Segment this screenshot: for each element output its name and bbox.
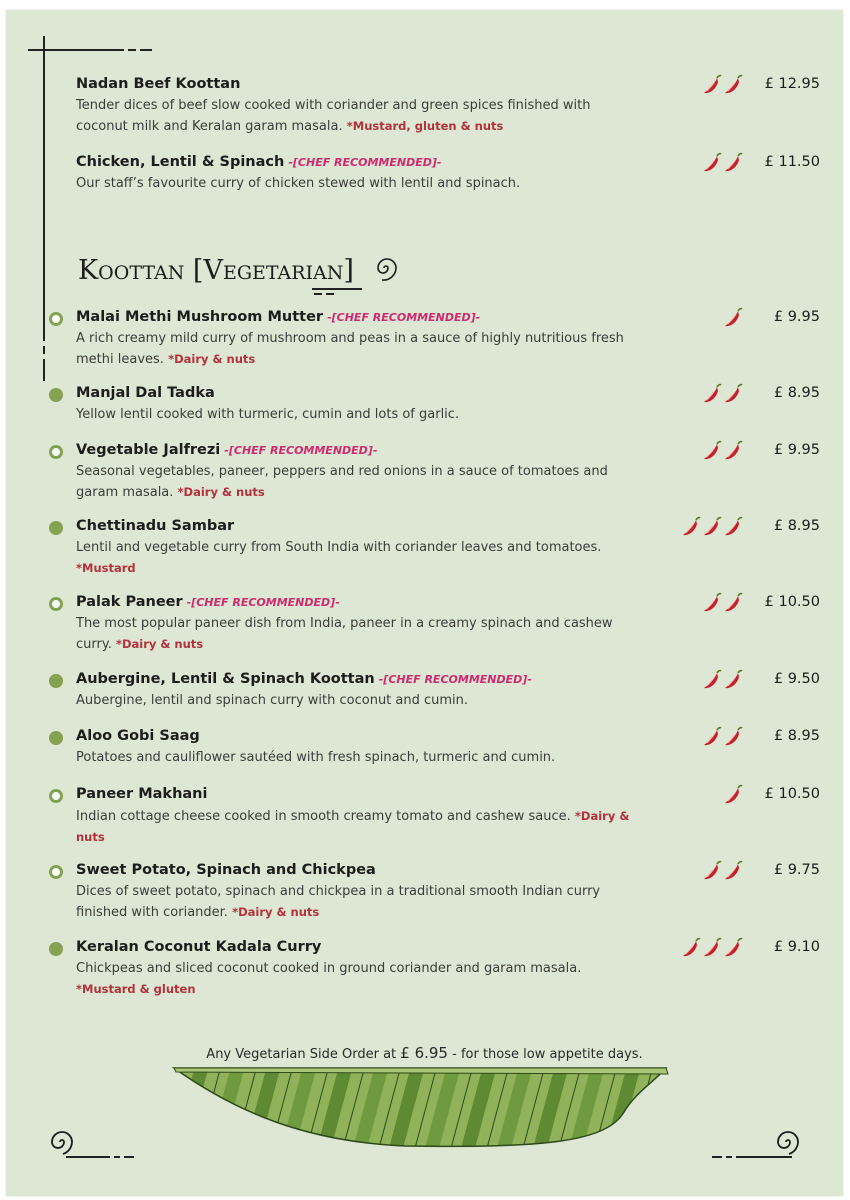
frame-bottom-left-dash (124, 1156, 134, 1158)
chef-recommended-tag: -[CHEF RECOMMENDED]- (186, 596, 340, 609)
item-name (76, 76, 240, 92)
item-description-text: Yellow lentil cooked with turmeric, cumin and lots of garlic. (76, 407, 460, 422)
section-underline-dash (314, 293, 322, 295)
allergen-note: *Dairy & nuts (168, 352, 256, 366)
chilli-icon (702, 516, 722, 538)
frame-left-dash (43, 346, 45, 354)
item-description (76, 174, 636, 194)
chilli-icon (702, 592, 722, 614)
spice-level (702, 669, 743, 691)
footer-price: £ 6.95 (400, 1044, 448, 1062)
item-description-text: The most popular paneer dish from India, paneer in a creamy spinach and cashew curry. (76, 616, 613, 652)
item-description-text: A rich creamy mild curry of mushroom and peas in a sauce of highly nutritious fresh methi leaves. (76, 331, 624, 367)
item-name (76, 671, 532, 687)
item-price: £ 8.95 (773, 728, 820, 744)
chilli-icon (702, 669, 722, 691)
section-underline-dash (326, 293, 334, 295)
swirl-icon (369, 253, 403, 283)
item-price: £ 10.50 (764, 594, 820, 610)
item-description (76, 882, 636, 923)
item-name (76, 786, 207, 802)
chef-recommended-tag: -[CHEF RECOMMENDED]- (327, 311, 481, 324)
frame-bottom-right-dash (712, 1156, 722, 1158)
frame-bottom-left-dash (114, 1156, 120, 1158)
chilli-icon (702, 937, 722, 959)
item-description-text: Tender dices of beef slow cooked with coriander and green spices finished with coconut milk and Keralan garam masala. (76, 98, 591, 134)
allergen-note: *Mustard, gluten & nuts (346, 119, 504, 133)
item-description (76, 748, 636, 768)
frame-bottom-left-line (66, 1156, 110, 1158)
item-description-text: Lentil and vegetable curry from South India with coriander leaves and tomatoes. (76, 540, 602, 555)
spice-level (681, 937, 743, 959)
frame-bottom-right-dash (726, 1156, 732, 1158)
item-price: £ 11.50 (764, 154, 820, 170)
chilli-icon (702, 74, 722, 96)
item-description (76, 405, 636, 425)
item-name-text: Manjal Dal Tadka (76, 385, 215, 401)
item-name-text: Palak Paneer (76, 594, 183, 610)
spice-level (702, 383, 743, 405)
frame-top-dash (128, 49, 136, 51)
spice-level (702, 152, 743, 174)
chilli-icon (681, 937, 701, 959)
spice-level (702, 860, 743, 882)
bullet-dot (49, 674, 63, 688)
item-price: £ 9.75 (773, 862, 820, 878)
bullet-dot (49, 597, 63, 611)
item-name-text: Nadan Beef Koottan (76, 76, 241, 92)
chilli-icon (702, 860, 722, 882)
allergen-note: *Dairy & nuts (232, 905, 320, 919)
section-underline (312, 288, 362, 290)
item-description (76, 96, 636, 137)
item-name (76, 385, 215, 401)
item-name-text: Malai Methi Mushroom Mutter (76, 309, 324, 325)
bullet-dot (49, 388, 63, 402)
section-title-text: Koottan [Vegetarian] (78, 255, 354, 286)
allergen-note: *Mustard & gluten (76, 982, 196, 996)
item-name (76, 862, 376, 878)
chef-recommended-tag: -[CHEF RECOMMENDED]- (378, 673, 532, 686)
bullet-dot (49, 789, 63, 803)
item-description (76, 691, 636, 711)
item-description-text: Chickpeas and sliced coconut cooked in ground coriander and garam masala. (76, 961, 582, 976)
allergen-note: *Dairy & nuts (76, 809, 630, 844)
item-price: £ 8.95 (773, 385, 820, 401)
item-name (76, 442, 377, 458)
item-description-text: Potatoes and cauliflower sautéed with fresh spinach, turmeric and cumin. (76, 750, 556, 765)
allergen-note: *Dairy & nuts (177, 485, 265, 499)
allergen-note: *Mustard (76, 561, 136, 575)
banana-leaf-icon (6, 1062, 843, 1152)
section-title (78, 253, 403, 286)
item-description-text: Indian cottage cheese cooked in smooth creamy tomato and cashew sauce. (76, 809, 571, 824)
item-description-text: Seasonal vegetables, paneer, peppers and red onions in a sauce of tomatoes and garam masala. (76, 464, 608, 500)
item-description (76, 959, 636, 1000)
item-name-text: Chicken, Lentil & Spinach (76, 154, 285, 170)
bullet-dot (49, 521, 63, 535)
footer-text-after: - for those low appetite days. (447, 1047, 643, 1062)
bullet-dot (49, 942, 63, 956)
item-name-text: Aubergine, Lentil & Spinach Koottan (76, 671, 375, 687)
chef-recommended-tag: -[CHEF RECOMMENDED]- (224, 444, 378, 457)
item-price: £ 9.95 (773, 442, 820, 458)
item-price: £ 9.50 (773, 671, 820, 687)
item-description-text: Dices of sweet potato, spinach and chickpea in a traditional smooth Indian curry finished with coriander. (76, 884, 601, 920)
item-description (76, 538, 636, 579)
bullet-dot (49, 731, 63, 745)
chilli-icon (702, 726, 722, 748)
item-price: £ 12.95 (764, 76, 820, 92)
frame-left-line (43, 36, 45, 341)
item-name-text: Sweet Potato, Spinach and Chickpea (76, 862, 376, 878)
item-price: £ 9.95 (773, 309, 820, 325)
item-name (76, 518, 234, 534)
item-name (76, 309, 480, 325)
item-name-text: Vegetable Jalfrezi (76, 442, 221, 458)
item-price: £ 8.95 (773, 518, 820, 534)
item-name (76, 728, 200, 744)
frame-bottom-right-line (736, 1156, 792, 1158)
allergen-note: *Dairy & nuts (115, 637, 204, 651)
spice-level (702, 592, 743, 614)
spice-level (681, 516, 743, 538)
item-name-text: Chettinadu Sambar (76, 518, 235, 534)
frame-left-dash (43, 359, 45, 381)
item-name (76, 154, 441, 170)
chilli-icon (681, 516, 701, 538)
item-description (76, 329, 636, 370)
frame-top-dash (140, 49, 152, 51)
chilli-icon (702, 152, 722, 174)
item-name-text: Keralan Coconut Kadala Curry (76, 939, 322, 955)
item-name (76, 594, 340, 610)
chef-recommended-tag: -[CHEF RECOMMENDED]- (288, 156, 442, 169)
chilli-icon (702, 440, 722, 462)
item-name-text: Paneer Makhani (76, 786, 208, 802)
item-price: £ 9.10 (773, 939, 820, 955)
bullet-dot (49, 865, 63, 879)
spice-level (702, 726, 743, 748)
item-name-text: Aloo Gobi Saag (76, 728, 200, 744)
item-description (76, 614, 636, 655)
spice-level (702, 74, 743, 96)
item-price: £ 10.50 (764, 786, 820, 802)
spice-level (702, 440, 743, 462)
footer-text-before: Any Vegetarian Side Order at (206, 1047, 401, 1062)
item-description (76, 462, 636, 503)
item-name (76, 939, 321, 955)
item-description-text: Our staff’s favourite curry of chicken stewed with lentil and spinach. (76, 176, 521, 191)
bullet-dot (49, 445, 63, 459)
menu-page (6, 10, 843, 1196)
chilli-icon (702, 383, 722, 405)
footer-note (6, 1044, 843, 1062)
item-description (76, 806, 636, 848)
bullet-dot (49, 312, 63, 326)
item-description-text: Aubergine, lentil and spinach curry with coconut and cumin. (76, 693, 469, 708)
